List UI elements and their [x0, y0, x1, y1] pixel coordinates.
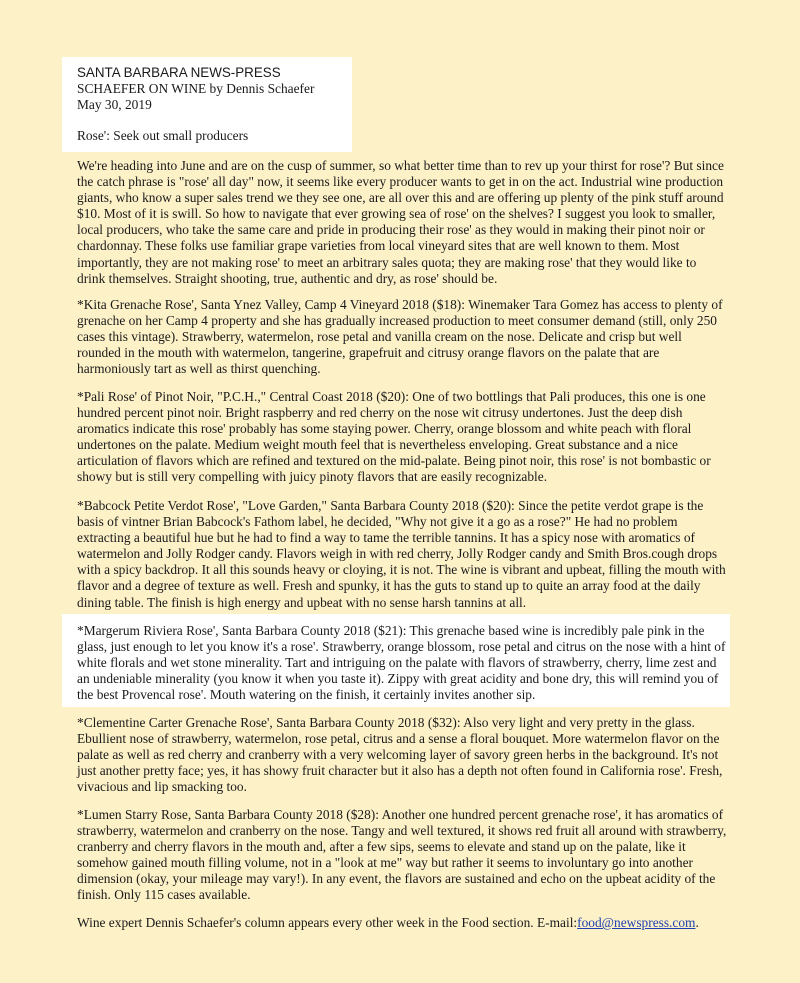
review-margerum: *Margerum Riviera Rose', Santa Barbara County 2018 ($21): This grenache based wine is incredibly pale pink in the glass, just enough to let you know it's a rose'. Strawberry, orange blossom, rose petal and citrus on the nose with a hint of white florals and wet stone minerality. Tart and intriguing on the palate with flavors of strawberry, cherry, lime zest and an undeniable minerality (you know it when you taste it). Zippy with great acidity and bone dry, this will remind you of the best Provencal rose'. Mouth watering on the finish, it certainly invites another sip. — [77, 623, 726, 703]
email-link[interactable]: food@newspress.com — [577, 915, 696, 930]
review-pali: *Pali Rose' of Pinot Noir, "P.C.H.," Central Coast 2018 ($20): One of two bottlings that Pali produces, this one is one hundred percent pinot noir. Bright raspberry and red cherry on the nose wit citrusy undertones. Just the deep dish aromatics indicate this rose' probably has some staying power. Cherry, orange blossom and white peach with floral undertones on the palate. Medium weight mouth feel that is nevertheless enveloping. Great substance and a nice articulation of flavors which are refined and textured on the mid-palate. Being pinot noir, this rose' is not bombastic or showy but is still very compelling with juicy pinoty flavors that are easily recognizable. — [77, 389, 711, 485]
footer-text: Wine expert Dennis Schaefer's column appears every other week in the Food section. E-mail: — [77, 915, 578, 930]
review-lumen: *Lumen Starry Rose, Santa Barbara County 2018 ($28): Another one hundred percent grenache rose', it has aromatics of strawberry, watermelon and cranberry on the nose. Tangy and well textured, it shows red fruit all around with strawberry, cranberry and cherry flavors in the mouth and, after a few sips, seems to elevate and stand up on the palate, like it somehow gained mouth filling volume, not in a "look at me" way but rather it seems to involuntary go into another dimension (okay, your mileage may vary!). In any event, the flavors are sustained and echo on the upbeat acidity of the finish. Only 115 cases available. — [77, 807, 727, 903]
review-kita: *Kita Grenache Rose', Santa Ynez Valley, Camp 4 Vineyard 2018 ($18): Winemaker Tara Gomez has access to plenty of grenache on her Camp 4 property and she has gradually increased production to meet consumer demand (still, only 250 cases this vintage). Strawberry, watermelon, rose petal and vanilla cream on the nose. Delicate and crisp but well rounded in the mouth with watermelon, tangerine, grapefruit and citrusy orange flavors on the palate that are harmoniously tart as well as thirst quenching. — [77, 297, 723, 377]
footer-note — [77, 915, 757, 931]
article-date: May 30, 2019 — [77, 97, 152, 112]
publication-name: SANTA BARBARA NEWS-PRESS — [77, 65, 281, 80]
footer-end: . — [695, 915, 699, 930]
review-babcock: *Babcock Petite Verdot Rose', "Love Garden," Santa Barbara County 2018 ($20): Since the petite verdot grape is the basis of vintner Brian Babcock's Fathom label, he decided, "Why not give it a go as a rose?" He had no problem extracting a beautiful hue but he had to find a way to tame the terrible tannins. It has a spicy nose with aromatics of watermelon and Jolly Rodger candy. Flavors weigh in with red cherry, Jolly Rodger candy and Smith Bros.cough drops with a spicy backdrop. It all this sounds heavy or cloying, it is not. The wine is vibrant and upbeat, filling the mouth with flavor and a degree of texture as well. Fresh and spunky, it has the guts to stand up to quite an array food at the daily dining table. The finish is high energy and upbeat with no sense harsh tannins at all. — [77, 498, 726, 610]
review-clementine-carter: *Clementine Carter Grenache Rose', Santa Barbara County 2018 ($32): Also very light and very pretty in the glass. Ebullient nose of strawberry, watermelon, rose petal, citrus and a sense a floral bouquet. More watermelon flavor on the palate as well as red cherry and cranberry with a very welcoming layer of savory green herbs in the background. It's not just another pretty face; yes, it has showy fruit character but it also has a depth not often found in California rose'. Fresh, vivacious and lip smacking too. — [77, 715, 723, 795]
intro-paragraph: We're heading into June and are on the cusp of summer, so what better time than to rev up your thirst for rose'? But since the catch phrase is "rose' all day" now, it seems like every producer wants to get in on the act. Industrial wine production giants, who know a super sales trend we they see one, are all over this and are offering up plenty of the pink stuff around $10. Most of it is swill. So how to navigate that ever growing sea of rose' on the shelves? I suggest you look to smaller, local producers, who take the same care and pride in producing their rose' as they would in making their pinot noir or chardonnay. These folks use familiar grape varieties from local vineyard sites that are well known to them. Most importantly, they are not making rose' to meet an arbitrary sales quota; they are making rose' that they would like to drink themselves. Straight shooting, true, authentic and dry, as rose' should be. — [77, 158, 724, 286]
column-byline: SCHAEFER ON WINE by Dennis Schaefer — [77, 81, 315, 96]
article-headline: Rose': Seek out small producers — [77, 128, 249, 143]
article-header — [62, 57, 352, 152]
